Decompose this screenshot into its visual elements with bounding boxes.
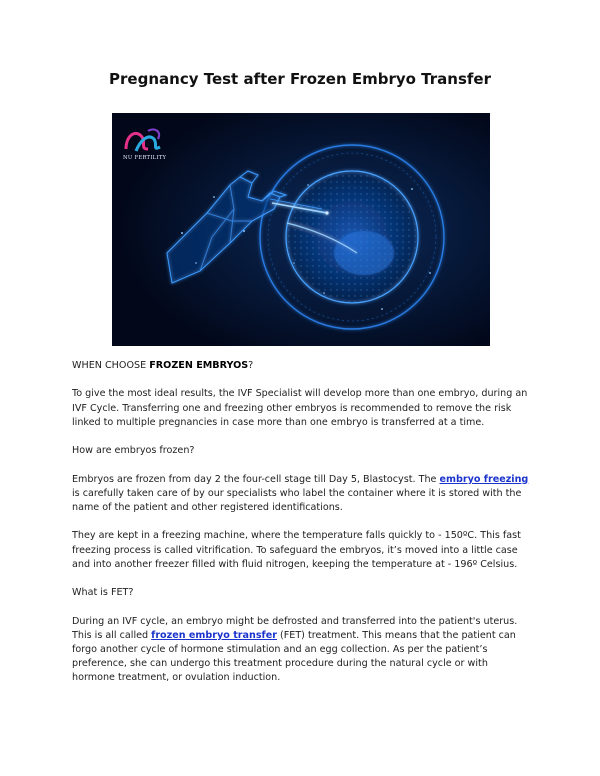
paragraph-freezing-stage: Embryos are frozen from day 2 the four-cell stage till Day 5, Blastocyst. The embryo freezing is carefully taken care of by our specialists who label the container where it is stored with the name of the patient and other registered identifications. — [72, 473, 529, 513]
section-heading-how-frozen: How are embryos frozen? — [72, 445, 195, 457]
paragraph-vitrification: They are kept in a freezing machine, where the temperature falls quickly to - 150ºC. This fast freezing process is called vitrification. To safeguard the embryos, it’s moved into a little case and into another freezer filled with fluid nitrogen, keeping the temperature at - 196º Celsius. — [72, 530, 521, 570]
article-body — [72, 359, 532, 700]
embryo-freezing-link[interactable]: embryo freezing — [439, 473, 529, 485]
embryo-illustration — [112, 113, 490, 346]
paragraph-fet: During an IVF cycle, an embryo might be defrosted and transferred into the patient's uterus. This is all called frozen embryo transfer (FET) treatment. This means that the patient can forgo another cycle of hormone stimulation and an egg collection. As per the patient’s preference, she can undergo this treatment procedure during the natural cycle or with hormone treatment, or ovulation induction. — [72, 615, 518, 684]
paragraph-ivf-embryos: To give the most ideal results, the IVF Specialist will develop more than one embryo, during an IVF Cycle. Transferring one and freezing other embryos is recommended to remove the risk linked to multiple pregnancies in case more than one embryo is transferred at a time. — [72, 388, 528, 428]
bold-frozen-embryos: FROZEN EMBRYOS — [149, 360, 249, 371]
frozen-embryo-transfer-link[interactable]: frozen embryo transfer — [151, 629, 277, 641]
logo-text: NU FERTILITY — [123, 155, 167, 161]
section-heading-frozen-embryos: WHEN CHOOSE FROZEN EMBRYOS? — [72, 360, 254, 371]
section-heading-what-is-fet: What is FET? — [72, 587, 134, 599]
page-title: Pregnancy Test after Frozen Embryo Transfer — [109, 70, 491, 88]
hero-image — [112, 113, 490, 346]
